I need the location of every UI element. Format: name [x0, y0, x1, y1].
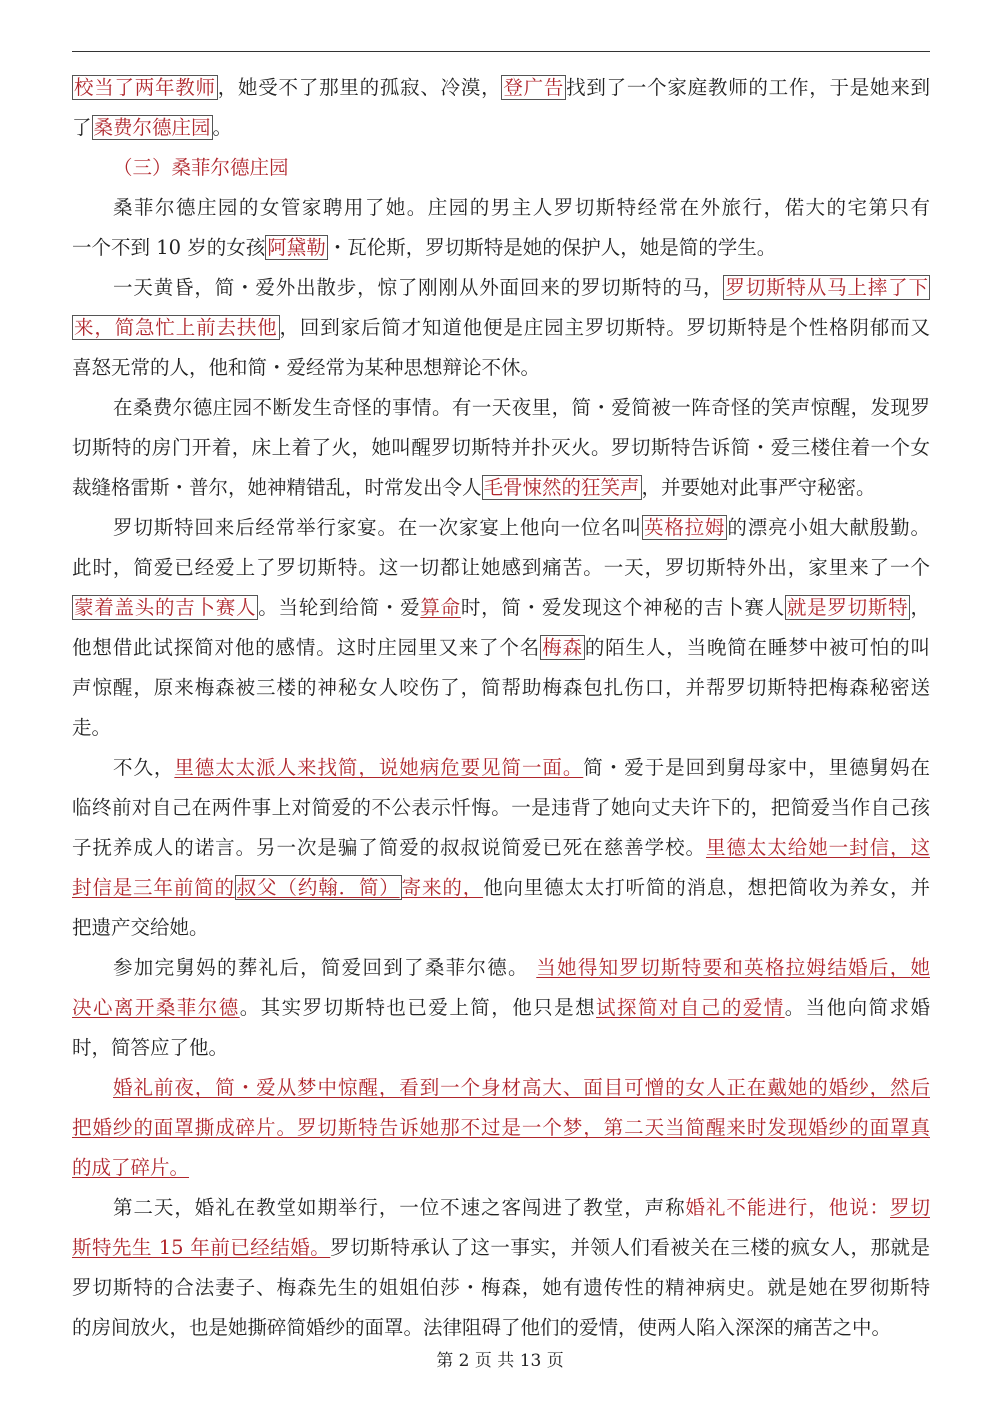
underlined-highlight: 寄来的，: [401, 876, 484, 899]
plain-text: 声惊醒，原来梅森被三楼的神秘女人咬伤了，简帮助梅森包扎伤口，并帮罗切斯特把梅森秘密送: [72, 676, 930, 699]
underlined-highlight: 试探简对自己的爱情: [596, 996, 785, 1019]
plain-text: 桑菲尔德庄园的女管家聘用了她。庄园的男主人罗切斯特经常在外旅行，偌大的宅第只有: [113, 196, 930, 219]
text-line: [72, 548, 930, 588]
text-line: [72, 388, 930, 428]
underlined-highlight: 决心离开桑菲尔德: [72, 996, 240, 1019]
text-line: [72, 628, 930, 668]
text-line: [72, 948, 930, 988]
text-line: [72, 1228, 930, 1268]
boxed-underlined-keyword: 叔父（约翰．简）: [236, 876, 400, 899]
paragraph: [72, 948, 930, 1068]
underlined-highlight: 里德太太给她一封信，这: [705, 836, 930, 859]
paragraph: [72, 508, 930, 748]
plain-text: 简・爱于是回到舅母家中，里德舅妈在: [583, 756, 930, 779]
underlined-highlight: 算命: [420, 596, 461, 619]
boxed-keyword: 英格拉姆: [643, 516, 726, 539]
boxed-keyword: 罗切斯特从马上摔了下: [725, 276, 928, 299]
plain-text: ，并要她对此事严守秘密。: [641, 476, 876, 499]
plain-text: 切斯特的房门开着，床上着了火，她叫醒罗切斯特并扑灭火。罗切斯特告诉简・爱三楼住着一个女: [72, 436, 930, 459]
boxed-keyword: 来，简急忙上前去扶他: [74, 316, 278, 339]
plain-text: 。当他向简求婚: [784, 996, 930, 1019]
text-line: [72, 1068, 930, 1108]
text-line: [72, 908, 930, 948]
plain-text: 时，简・爱发现这个神秘的吉卜赛人: [460, 596, 785, 619]
plain-text: 把遗产交给她。: [72, 916, 209, 939]
underlined-highlight: 当她得知罗切斯特要和英格拉姆结婚后，她: [536, 956, 930, 979]
text-line: [72, 268, 930, 308]
text-line: [72, 1108, 930, 1148]
plain-text: 。: [212, 116, 233, 139]
text-line: [72, 68, 930, 108]
plain-text: 他想借此试探简对他的感情。这时庄园里又来了个名: [72, 636, 541, 659]
text-line: [72, 308, 930, 348]
paragraph: [72, 1188, 930, 1348]
plain-text: 时，简答应了他。: [72, 1036, 229, 1059]
underlined-highlight: 斯特先生 15 年前已经结婚。: [72, 1236, 331, 1259]
plain-text: 找到了一个家庭教师的工作，于是她来到: [566, 76, 930, 99]
page-number: 第 2 页 共 13 页: [436, 1351, 564, 1371]
plain-text: 喜怒无常的人，他和简・爱经常为某种思想辩论不休。: [72, 356, 541, 379]
plain-text: 一天黄昏，简・爱外出散步，惊了刚刚从外面回来的罗切斯特的马，: [113, 276, 724, 299]
paragraph: [72, 68, 930, 148]
section-heading: （三）桑菲尔德庄园: [113, 156, 289, 179]
text-line: [72, 1308, 930, 1348]
paragraph: [72, 1068, 930, 1188]
paragraph: [72, 268, 930, 388]
boxed-keyword: 阿黛勒: [267, 236, 326, 259]
plain-text: 罗切斯特的合法妻子、梅森先生的姐姐伯莎・梅森，她有遗传性的精神病史。就是她在罗彻斯特: [72, 1276, 930, 1299]
plain-text: 。其实罗切斯特也已爱上简，他只是想: [239, 996, 597, 1019]
text-line: [72, 788, 930, 828]
plain-text: 此时，简爱已经爱上了罗切斯特。这一切都让她感到痛苦。一天，罗切斯特外出，家里来了一个: [72, 556, 930, 579]
plain-text: 不久，: [113, 756, 175, 779]
boxed-keyword: 登广告: [503, 76, 565, 99]
text-line: [72, 988, 930, 1028]
text-line: [72, 588, 930, 628]
text-line: [72, 668, 930, 708]
underlined-highlight: 把婚纱的面罩撕成碎片。罗切斯特告诉她那不过是一个梦，第二天当简醒来时发现婚纱的面罩真: [72, 1116, 930, 1139]
plain-text: ，回到家后简才知道他便是庄园主罗切斯特。罗切斯特是个性格阴郁而又: [279, 316, 930, 339]
text-line: [72, 1148, 930, 1188]
plain-text: 子抚养成人的诺言。另一次是骗了简爱的叔叔说简爱已死在慈善学校。: [72, 836, 706, 859]
text-line: [72, 1188, 930, 1228]
text-line: [72, 228, 930, 268]
underlined-highlight: 里德太太派人来找简，说她病危要见简一面。: [174, 756, 584, 779]
plain-text: 的漂亮小姐大献殷勤。: [727, 516, 930, 539]
text-line: [72, 828, 930, 868]
header-rule: [72, 51, 930, 52]
plain-text: 的房间放火，也是她撕碎简婚纱的面罩。法律阻碍了他们的爱情，使两人陷入深深的痛苦之中。: [72, 1316, 892, 1339]
boxed-keyword: 毛骨悚然的狂笑声: [483, 476, 640, 499]
text-line: [72, 868, 930, 908]
boxed-keyword: 就是罗切斯特: [786, 596, 909, 619]
text-line: [72, 508, 930, 548]
plain-text: ，: [910, 596, 930, 619]
plain-text: ，她受不了那里的孤寂、冷漠，: [217, 76, 502, 99]
text-line: [72, 108, 930, 148]
plain-text: ・瓦伦斯，罗切斯特是她的保护人，她是简的学生。: [327, 236, 777, 259]
paragraph: [72, 748, 930, 948]
plain-text: 临终前对自己在两件事上对简爱的不公表示忏悔。一是违背了她向丈夫许下的，把简爱当作自己孩: [72, 796, 930, 819]
plain-text: 参加完舅妈的葬礼后，简爱回到了桑菲尔德。: [113, 956, 537, 979]
plain-text: 。当轮到给简・爱: [258, 596, 421, 619]
plain-text: 罗切斯特承认了这一事实，并领人们看被关在三楼的疯女人，那就是: [330, 1236, 930, 1259]
plain-text: 他向里德太太打听简的消息，想把简收为养女，并: [483, 876, 930, 899]
plain-text: 一个不到 10 岁的女孩: [72, 236, 266, 259]
boxed-keyword: 蒙着盖头的吉卜赛人: [74, 596, 257, 619]
boxed-keyword: 梅森: [542, 636, 583, 659]
paragraph: [72, 188, 930, 268]
underlined-highlight: 婚礼前夜，简・爱从梦中惊醒，看到一个身材高大、面目可憎的女人正在戴她的婚纱，然后: [113, 1076, 930, 1099]
underlined-highlight: 的成了碎片。: [72, 1156, 190, 1179]
document-body: [72, 68, 930, 1348]
plain-text: 走。: [72, 716, 112, 739]
text-line: [72, 708, 930, 748]
text-line: [72, 1028, 930, 1068]
text-line: [72, 1268, 930, 1308]
red-highlight: 婚礼不能进行，他说：: [685, 1196, 891, 1219]
plain-text: 的陌生人，当晚简在睡梦中被可怕的叫: [584, 636, 930, 659]
text-line: [72, 188, 930, 228]
text-line: [72, 348, 930, 388]
boxed-keyword: 校当了两年教师: [74, 76, 216, 99]
plain-text: 了: [72, 116, 92, 139]
plain-text: 第二天，婚礼在教堂如期举行，一位不速之客闯进了教堂，声称: [113, 1196, 686, 1219]
underlined-highlight: 罗切: [890, 1196, 930, 1219]
text-line: [72, 468, 930, 508]
text-line: [72, 428, 930, 468]
boxed-keyword: 桑费尔德庄园: [93, 116, 211, 139]
plain-text: 罗切斯特回来后经常举行家宴。在一次家宴上他向一位名叫: [113, 516, 642, 539]
underlined-highlight: 封信是三年前简的: [72, 876, 235, 899]
text-line: [72, 748, 930, 788]
plain-text: 在桑费尔德庄园不断发生奇怪的事情。有一天夜里，简・爱简被一阵奇怪的笑声惊醒，发现罗: [113, 396, 930, 419]
paragraph: [72, 388, 930, 508]
plain-text: 裁缝格雷斯・普尔，她神精错乱，时常发出令人: [72, 476, 482, 499]
